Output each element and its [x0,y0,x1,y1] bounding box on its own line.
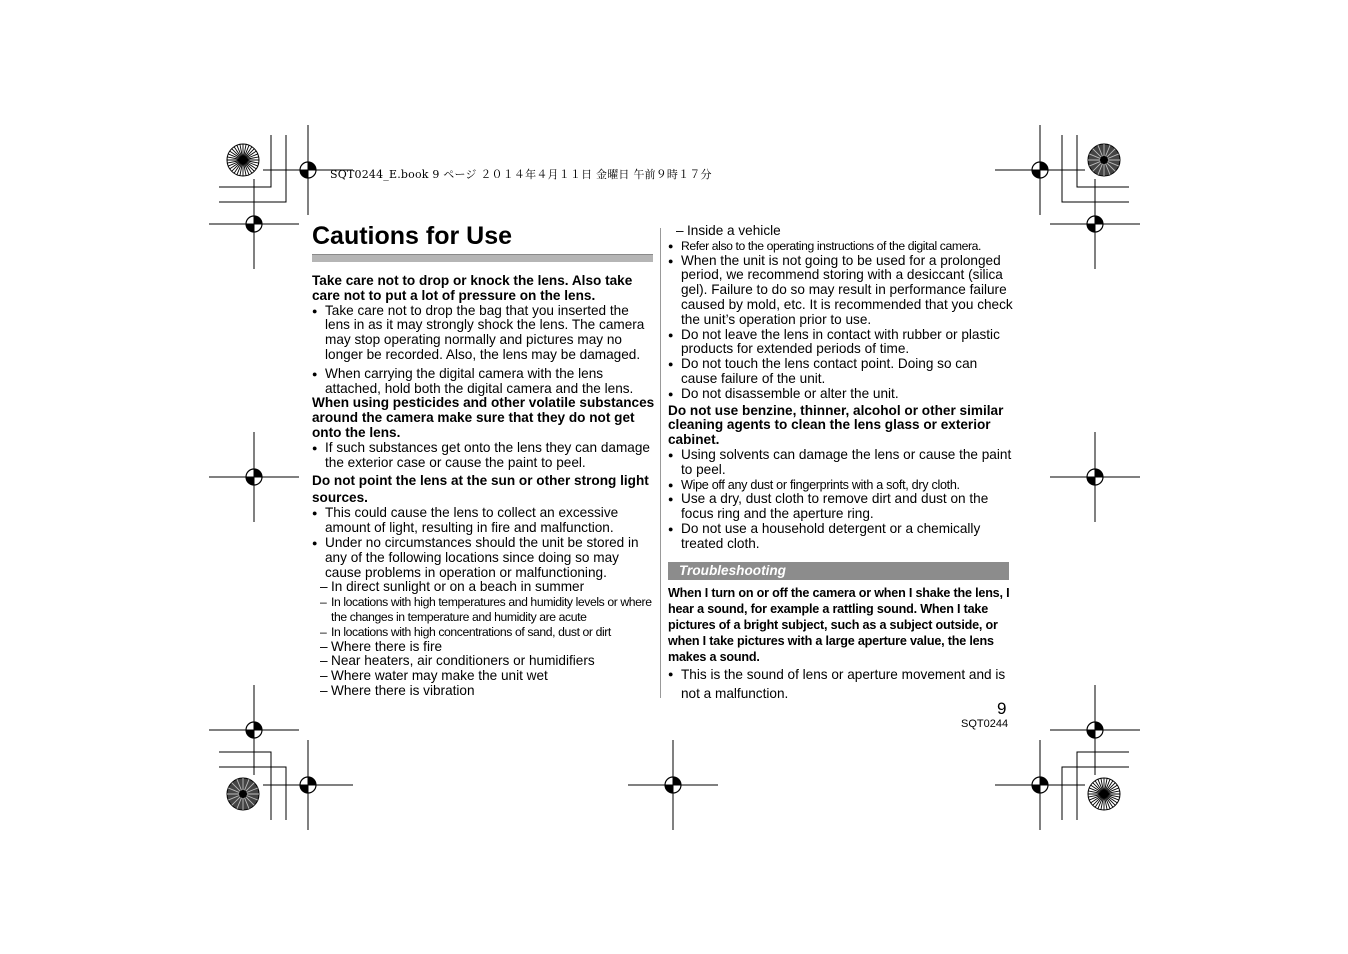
dash-mark: – [320,682,328,698]
bullet-item: ● If such substances get onto the lens they can damage the exterior case or cause the paint to peel. [312,441,655,471]
dash-item [312,580,655,595]
bullet-item: ● Do not use a household detergent or a chemically treated cloth. [668,522,1013,552]
dash-mark: – [320,579,328,595]
dash-text: Where there is fire [331,638,443,654]
dash-text: Inside a vehicle [687,223,781,238]
dash-text: Where there is vibration [331,682,475,698]
column-divider [660,228,661,698]
dash-item [312,684,655,699]
bullet-item: ● Do not leave the lens in contact with rubber or plastic products for extended periods of time. [668,328,1013,358]
bullet-item: ● When carrying the digital camera with the lens attached, hold both the digital camera and the lens. [312,367,655,397]
dash-mark: – [320,653,328,669]
dash-text: Near heaters, air conditioners or humidifiers [331,653,595,669]
dash-item [312,640,655,655]
dash-item [668,224,1013,239]
bullet-item: ● When the unit is not going to be used for a prolonged period, we recommend storing with a desiccant (silica gel). Failure to do so may result in performance failure caused by mold, etc. It is recommended that you check the unit’s operation prior to use. [668,254,1013,328]
right-column [668,224,1013,703]
bullet-item: ● Use a dry, dust cloth to remove dirt and dust on the focus ring and the aperture ring. [668,492,1013,522]
dash-text: In locations with high temperatures and humidity levels or where the changes in temperature and humidity are acute [331,595,652,624]
bullet-item: ● Refer also to the operating instructions of the digital camera. [668,239,1013,254]
dash-text: In locations with high concentrations of sand, dust or dirt [331,624,611,639]
dash-mark: – [320,638,328,654]
bullet-item: ● Do not touch the lens contact point. Doing so can cause failure of the unit. [668,357,1013,387]
dash-item [312,625,655,640]
troubleshooting-bar: Troubleshooting [668,562,1009,580]
bullet-item: ● Take care not to drop the bag that you inserted the lens in as it may strongly shock the lens. The camera may stop operating normally and pictures may no longer be recorded. Also, the lens may be damaged. [312,304,655,363]
bullet-item: ● Wipe off any dust or fingerprints with a soft, dry cloth. [668,478,1013,493]
page-code: SQT0244 [961,718,1009,730]
dash-mark: – [320,595,327,610]
dash-mark: – [320,668,328,684]
section-heading: When using pesticides and other volatile substances around the camera make sure that they do not get onto the lens. [312,395,655,440]
dash-item [312,654,655,669]
dash-item [312,669,655,684]
dash-text: Where water may make the unit wet [331,668,548,684]
page-title: Cautions for Use [312,222,513,250]
dash-mark: – [320,624,327,639]
troubleshooting-answer: ● This is the sound of lens or aperture movement and is not a malfunction. [668,665,1013,703]
dash-mark: – [676,223,684,238]
bullet-item: ● Under no circumstances should the unit be stored in any of the following locations since doing so may cause problems in operation or malfunctioning. [312,536,655,580]
section-heading: Do not use benzine, thinner, alcohol or other similar cleaning agents to clean the lens glass or exterior cabinet. [668,402,1004,448]
bullet-item: ● Do not disassemble or alter the unit. [668,387,1013,402]
troubleshooting-question: When I turn on or off the camera or when I shake the lens, I hear a sound, for example a rattling sound. When I take pictures of a bright subject, such as a subject outside, or when I take pictures with a large aperture value, the lens makes a sound. [668,585,1010,664]
bullet-item: ● Using solvents can damage the lens or cause the paint to peel. [668,448,1013,478]
page-number: 9 [997,699,1007,718]
bullet-item: ● This could cause the lens to collect an excessive amount of light, resulting in fire and malfunction. [312,506,655,536]
dash-item [312,595,655,625]
title-rule [312,254,653,262]
left-column [312,220,655,699]
dash-text: In direct sunlight or on a beach in summer [331,579,585,595]
print-header: SQT0244_E.book 9 ページ ２０１４年４月１１日 金曜日 午前９時１７分 [330,168,712,181]
section-heading: Do not point the lens at the sun or other strong light sources. [312,473,649,506]
section-heading: Take care not to drop or knock the lens. Also take care not to put a lot of pressure on the lens. [312,273,633,303]
